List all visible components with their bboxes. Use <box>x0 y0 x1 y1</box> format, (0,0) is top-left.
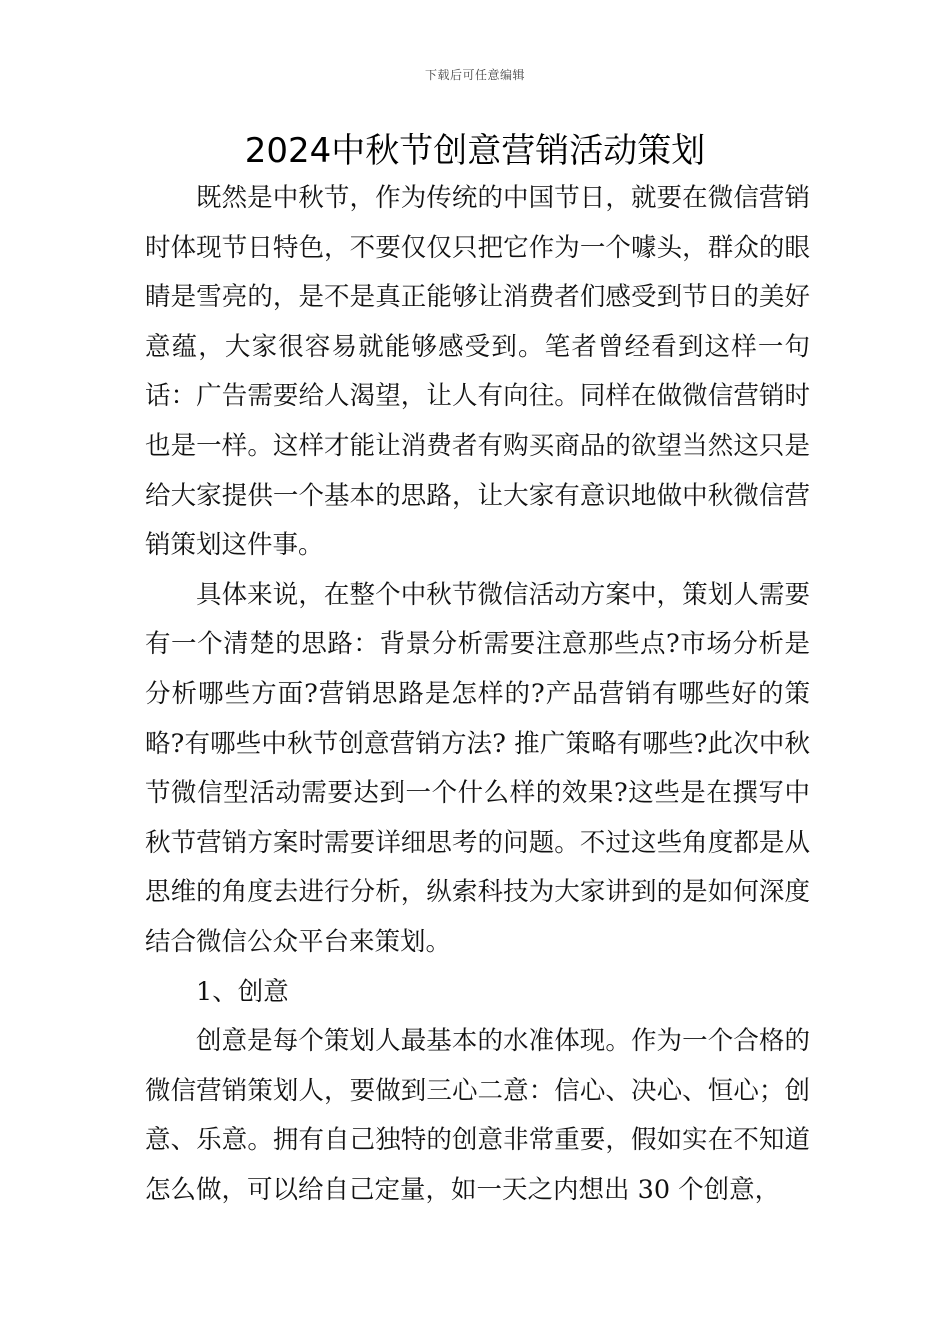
document-title: 2024中秋节创意营销活动策划 <box>244 131 706 171</box>
paragraph-planning-ideas: 具体来说，在整个中秋节微信活动方案中，策划人需要有一个清楚的思路：背景分析需要注意那些点?市场分析是分析哪些方面?营销思路是怎样的?产品营销有哪些好的策略?有哪些中秋节创意营销方法? 推广策略有哪些?此次中秋节微信型活动需要达到一个什么样的效果?这些是在撰写中秋节营销方案时需要详细思考的问题。不过这些角度都是从思维的角度去进行分析，纵索科技为大家讲到的是如何深度结合微信公众平台来策划。 <box>145 579 810 957</box>
paragraph-creativity: 创意是每个策划人最基本的水准体现。作为一个合格的微信营销策划人，要做到三心二意：信心、决心、恒心；创意、乐意。拥有自己独特的创意非常重要，假如实在不知道怎么做，可以给自己定量，如一天之内想出 30 个创意， <box>145 1026 810 1205</box>
section-heading-creativity: 1、创意 <box>196 976 289 1007</box>
page-header-note: 下载后可任意编辑 <box>424 68 525 82</box>
paragraph-intro: 既然是中秋节，作为传统的中国节日，就要在微信营销时体现节日特色，不要仅仅只把它作为一个噱头，群众的眼睛是雪亮的，是不是真正能够让消费者们感受到节日的美好意蕴，大家很容易就能够感受到。笔者曾经看到这样一句话：广告需要给人渴望，让人有向往。同样在做微信营销时也是一样。这样才能让消费者有购买商品的欲望当然这只是给大家提供一个基本的思路，让大家有意识地做中秋微信营销策划这件事。 <box>145 183 810 561</box>
document-body <box>145 174 810 1215</box>
